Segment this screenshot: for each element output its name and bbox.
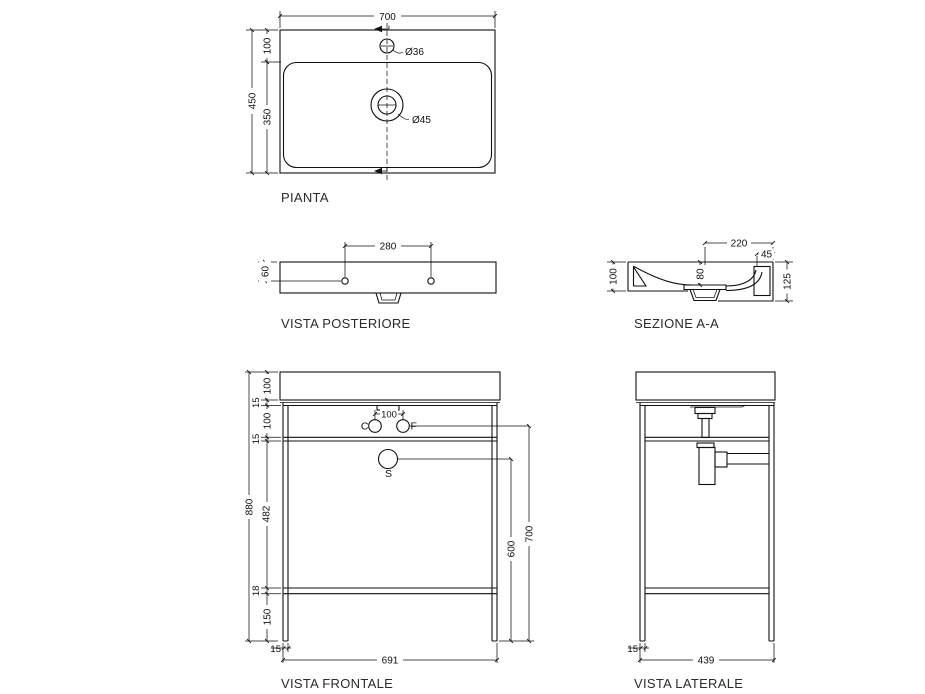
front-right-leg [492,403,497,642]
side-bottom-rail [645,588,769,594]
dim-700-tap: 700 [524,525,536,543]
dim-60: 60 [260,265,272,278]
side-view-title: VISTA LATERALE [634,676,744,691]
dim-100-section: 100 [608,268,620,285]
dim-100-cf: 100 [381,409,397,421]
rear-view-title: VISTA POSTERIORE [281,316,411,331]
label-hot: F [410,420,417,433]
dim-600: 600 [506,540,518,558]
drain-connection [379,450,398,469]
dim-100-basin: 100 [262,377,274,395]
plan-view-title: PIANTA [281,190,329,205]
tap-hole-leader [393,50,403,53]
front-bottom-rail [283,588,497,594]
dim-880: 880 [244,498,256,516]
dim-tap-diameter: Ø36 [405,47,424,58]
dim-15-front-leg: 15 [270,644,281,655]
dim-100-gap: 100 [262,412,274,430]
rear-drain-fitting [376,293,401,303]
front-basin-slab [280,372,500,400]
dim-45: 45 [760,249,773,261]
side-left-leg [640,403,645,642]
dim-drain-diameter: Ø45 [412,115,431,126]
label-cold: C [360,420,369,433]
dim-482: 482 [261,505,273,523]
side-view [627,372,775,691]
section-view [607,238,794,332]
front-left-leg [283,403,288,642]
dim-18: 18 [250,585,262,597]
bowl-outline [284,63,492,168]
dim-700-plan: 700 [379,11,396,23]
dim-80: 80 [695,268,707,280]
right-dim-leaders [398,426,530,459]
dim-691: 691 [381,655,399,667]
hot-water-connection [397,420,410,433]
fixing-hole-left [342,278,348,284]
dim-100-plan: 100 [262,37,274,55]
dim-220: 220 [730,238,748,250]
front-view [243,372,536,691]
dim-15-mid: 15 [250,433,262,445]
front-view-title: VISTA FRONTALE [281,676,394,691]
rear-view [258,241,496,332]
dim-15-side-leg: 15 [627,644,638,655]
section-view-title: SEZIONE A-A [634,316,719,331]
basin-outline [280,30,495,173]
dim-450: 450 [247,92,259,110]
label-drain: S [385,468,393,480]
plan-view [246,11,495,206]
dim-280: 280 [379,241,397,253]
dim-15-top: 15 [250,397,262,408]
cold-water-connection [369,420,382,433]
side-right-leg [769,403,774,642]
dim-439: 439 [697,655,715,667]
dim-125: 125 [782,273,794,290]
dim-150: 150 [262,608,274,626]
rear-drain-fitting-inner [380,293,397,300]
dim-350: 350 [262,108,274,126]
front-mid-rail [283,437,497,441]
side-basin-slab [636,372,775,400]
rear-basin-outline [280,262,496,293]
siphon-assembly [690,405,769,485]
fixing-hole-right [428,278,434,284]
